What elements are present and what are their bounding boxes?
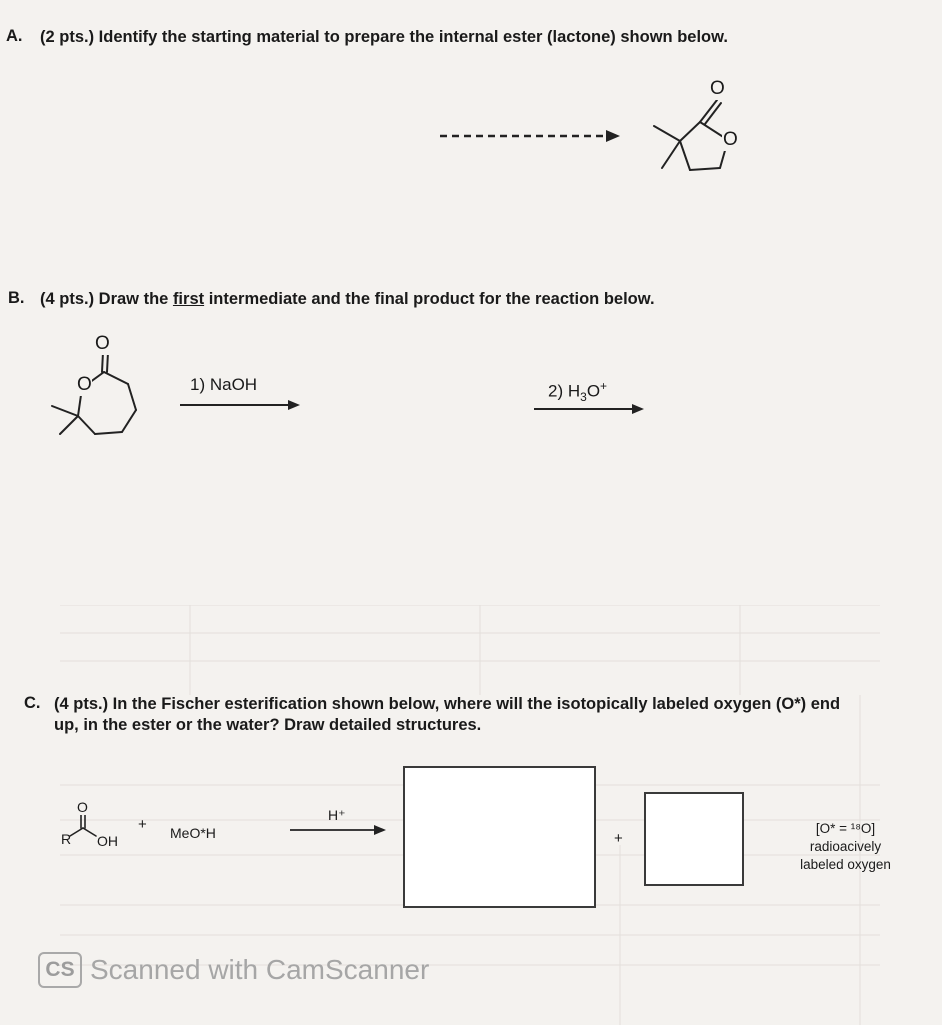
- plus-sign-2: +: [614, 830, 623, 847]
- question-b-underlined-word: first: [172, 290, 205, 308]
- camscanner-watermark: [38, 950, 429, 990]
- plus-sign-1: +: [138, 816, 147, 833]
- lactone-b-ring-oxygen: O: [77, 374, 92, 395]
- question-b-label: B.: [8, 289, 25, 307]
- step2-superscript: +: [600, 379, 608, 393]
- step2-arrow: [532, 402, 647, 416]
- question-b-text-end: intermediate and the final product for the reaction below.: [204, 290, 655, 308]
- isotope-note-line3: labeled oxygen: [800, 857, 891, 872]
- step1-arrow: [178, 398, 303, 412]
- question-c-text-line1: (4 pts.) In the Fischer esterification shown below, where will the isotopically labeled oxygen (O*) end: [54, 695, 841, 713]
- esterification-arrow: [288, 823, 388, 837]
- question-a-text: (2 pts.) Identify the starting material to prepare the internal ester (lactone) shown below.: [40, 28, 728, 46]
- acid-catalyst: H⁺: [328, 807, 346, 823]
- lactone-a-carbonyl-oxygen: O: [710, 78, 725, 99]
- water-answer-box[interactable]: [644, 792, 744, 886]
- question-b-text: [40, 289, 655, 309]
- camscanner-logo: CS: [38, 952, 82, 988]
- question-b-lactone: [40, 330, 180, 440]
- step2-reagent: [548, 379, 607, 404]
- question-b-text-start: (4 pts.) Draw the: [40, 290, 173, 308]
- ester-answer-box[interactable]: [403, 766, 596, 908]
- lactone-b-carbonyl-oxygen: O: [95, 333, 110, 354]
- step2-h: 2) H: [548, 381, 581, 401]
- acid-r-group: R: [61, 831, 72, 847]
- lactone-a-ring-oxygen: O: [723, 129, 738, 150]
- step2-subscript: 3: [580, 390, 587, 405]
- step2-o: O: [586, 381, 601, 401]
- isotope-note: [788, 820, 903, 874]
- methanol-reagent: MeO*H: [170, 825, 216, 841]
- question-a-label: A.: [6, 27, 23, 45]
- camscanner-text: Scanned with CamScanner: [90, 954, 430, 985]
- isotope-note-line2: radioacively: [809, 839, 882, 854]
- question-c-text-line2: up, in the ester or the water? Draw detailed structures.: [54, 716, 482, 734]
- acid-carbonyl-oxygen: O: [77, 799, 88, 815]
- question-c-label: C.: [24, 694, 41, 712]
- isotope-note-line1: [O* = ¹⁸O]: [815, 821, 876, 836]
- acid-hydroxyl: OH: [97, 833, 118, 849]
- step1-reagent: 1) NaOH: [190, 375, 258, 394]
